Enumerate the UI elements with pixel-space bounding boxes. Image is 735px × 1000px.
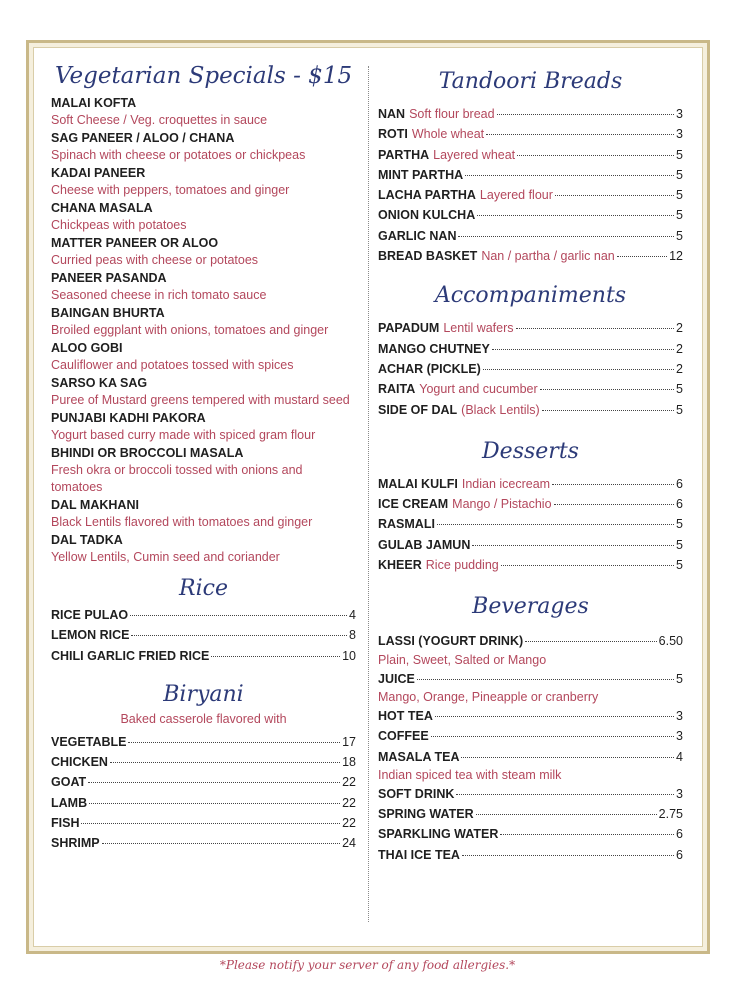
item-name: MALAI KOFTA: [51, 96, 137, 110]
column-divider: [368, 66, 369, 922]
menu-item: [378, 669, 683, 689]
menu-item: [51, 625, 356, 645]
item-price: 22: [342, 795, 356, 810]
menu-item: [51, 732, 356, 752]
item-price: 12: [669, 249, 683, 264]
item-name: LASSI (YOGURT DRINK): [378, 634, 524, 649]
menu-item: [378, 555, 683, 575]
menu-item: [378, 246, 683, 266]
item-description: Mango / Pistachio: [452, 497, 552, 512]
menu-item: [51, 234, 356, 269]
item-description: Indian icecream: [461, 476, 551, 491]
item-description: Nan / partha / garlic nan: [481, 249, 615, 264]
item-name: BREAD BASKET: [378, 249, 478, 264]
item-name: RASMALI: [378, 517, 435, 532]
menu-item: [378, 185, 683, 205]
item-price: 3: [676, 107, 683, 121]
item-price: 5: [676, 208, 683, 223]
item-price: 5: [676, 228, 683, 243]
beverages-title: Beverages: [472, 594, 589, 620]
rice-list: [51, 605, 356, 666]
item-name: BAINGAN BHURTA: [51, 306, 165, 320]
menu-item: [51, 304, 356, 339]
item-description: Spinach with cheese or potatoes or chickpeas: [51, 148, 306, 162]
dot-leader: [437, 524, 674, 525]
item-name: SARSO KA SAG: [51, 376, 148, 390]
menu-item: [51, 199, 356, 234]
item-price: 5: [676, 147, 683, 162]
dot-leader: [617, 256, 667, 257]
tandoori-list: [378, 104, 683, 266]
menu-item: [51, 164, 356, 199]
right-column: [378, 66, 683, 865]
item-name: ICE CREAM: [378, 497, 449, 512]
menu-item: [378, 318, 683, 338]
menu-item: [51, 605, 356, 625]
item-name: VEGETABLE: [51, 734, 127, 749]
dot-leader: [516, 328, 675, 329]
dot-leader: [128, 742, 340, 743]
item-price: 4: [676, 749, 683, 764]
dot-leader: [555, 195, 674, 196]
menu-item: [378, 804, 683, 824]
item-price: 6: [676, 847, 683, 862]
item-name: THAI ICE TEA: [378, 847, 460, 862]
dot-leader: [456, 794, 674, 795]
item-price: 5: [676, 382, 683, 397]
desserts-title: Desserts: [482, 438, 579, 464]
item-name: COFFEE: [378, 729, 429, 744]
item-name: NAN: [378, 107, 406, 121]
rice-title: Rice: [179, 576, 228, 601]
item-description: Soft flour bread: [409, 107, 495, 121]
item-description: Chickpeas with potatoes: [51, 218, 187, 232]
item-description: Whole wheat: [411, 127, 485, 142]
item-description: Yellow Lentils, Cumin seed and coriander: [51, 550, 280, 564]
item-price: 22: [342, 816, 356, 831]
item-note: Plain, Sweet, Salted or Mango: [378, 652, 547, 667]
item-description: Cheese with peppers, tomatoes and ginger: [51, 183, 290, 197]
menu-item: [378, 124, 683, 144]
accompaniments-title: Accompaniments: [434, 283, 627, 309]
biryani-list: [51, 732, 356, 854]
dot-leader: [540, 389, 674, 390]
menu-item: [51, 269, 356, 304]
item-description: Broiled eggplant with onions, tomatoes and ginger: [51, 323, 329, 337]
item-price: 8: [349, 628, 356, 643]
menu-item: [378, 631, 683, 651]
menu-item: [378, 400, 683, 420]
item-name: FISH: [51, 816, 80, 831]
item-price: 17: [342, 734, 356, 749]
dot-leader: [462, 855, 674, 856]
item-price: 5: [676, 402, 683, 417]
menu-item: [51, 496, 356, 531]
vegetarian-specials-title: Vegetarian Specials - $15: [55, 63, 353, 89]
dot-leader: [458, 236, 674, 237]
item-name: SPARKLING WATER: [378, 827, 499, 842]
menu-item: [378, 535, 683, 555]
menu-item: [378, 205, 683, 225]
item-price: 24: [342, 836, 356, 851]
item-description: Cauliflower and potatoes tossed with spices: [51, 358, 294, 372]
dot-leader: [435, 716, 674, 717]
menu-item: [51, 374, 356, 409]
menu-item: [378, 104, 683, 124]
item-price: 6: [676, 827, 683, 842]
dot-leader: [88, 782, 340, 783]
item-description: Seasoned cheese in rich tomato sauce: [51, 288, 267, 302]
item-name: RAITA: [378, 382, 416, 397]
item-name: PUNJABI KADHI PAKORA: [51, 411, 206, 425]
left-column: [51, 58, 356, 854]
item-price: 18: [342, 755, 356, 770]
menu-item: [51, 813, 356, 833]
item-description: Yogurt based curry made with spiced gram flour: [51, 428, 316, 442]
item-name: GOAT: [51, 775, 87, 790]
item-name: DAL TADKA: [51, 533, 123, 547]
item-name: BHINDI OR BROCCOLI MASALA: [51, 446, 244, 460]
item-description: Layered wheat: [433, 147, 516, 162]
dot-leader: [461, 757, 674, 758]
menu-item: [378, 747, 683, 767]
dot-leader: [472, 545, 674, 546]
dot-leader: [517, 155, 674, 156]
item-price: 5: [676, 537, 683, 552]
item-description: Lentil wafers: [443, 321, 514, 336]
item-name: CHILI GARLIC FRIED RICE: [51, 648, 210, 663]
dot-leader: [81, 823, 340, 824]
beverages-list: [378, 631, 683, 865]
item-price: 3: [676, 708, 683, 723]
dot-leader: [542, 410, 674, 411]
menu-item: [378, 359, 683, 379]
menu-item: [51, 772, 356, 792]
item-name: LACHA PARTHA: [378, 188, 476, 203]
item-description: Rice pudding: [425, 558, 499, 573]
item-name: GARLIC NAN: [378, 228, 457, 243]
item-name: MATTER PANEER OR ALOO: [51, 236, 219, 250]
item-description: Fresh okra or broccoli tossed with onions and tomatoes: [51, 463, 303, 494]
item-description: Curried peas with cheese or potatoes: [51, 253, 259, 267]
menu-item: [378, 784, 683, 804]
item-price: 2: [676, 361, 683, 376]
item-price: 4: [349, 608, 356, 622]
dot-leader: [130, 615, 347, 616]
item-name: PARTHA: [378, 147, 430, 162]
dot-leader: [486, 134, 674, 135]
menu-item: [378, 845, 683, 865]
item-name: SOFT DRINK: [378, 786, 455, 801]
tandoori-breads-title: Tandoori Breads: [438, 69, 623, 94]
menu-item: [51, 531, 356, 566]
menu-item: [378, 474, 683, 494]
item-description: Black Lentils flavored with tomatoes and ginger: [51, 515, 313, 529]
item-price: 3: [676, 729, 683, 744]
item-name: ROTI: [378, 127, 408, 142]
item-price: 5: [676, 188, 683, 203]
item-price: 3: [676, 127, 683, 142]
accompaniments-list: [378, 318, 683, 419]
menu-item: [378, 706, 683, 726]
item-name: SPRING WATER: [378, 807, 474, 822]
dot-leader: [102, 843, 340, 844]
item-name: SIDE OF DAL: [378, 402, 458, 417]
item-name: RICE PULAO: [51, 608, 129, 622]
item-name: CHICKEN: [51, 755, 108, 770]
item-name: ALOO GOBI: [51, 341, 123, 355]
dot-leader: [483, 369, 674, 370]
item-name: GULAB JAMUN: [378, 537, 471, 552]
item-name: PANEER PASANDA: [51, 271, 167, 285]
menu-item: [51, 833, 356, 853]
item-description: Puree of Mustard greens tempered with mustard seed: [51, 393, 350, 407]
menu-item: [51, 339, 356, 374]
dot-leader: [110, 762, 340, 763]
item-price: 5: [676, 671, 683, 686]
item-description: Layered flour: [479, 188, 553, 203]
menu-item: [51, 646, 356, 666]
item-name: KADAI PANEER: [51, 166, 146, 180]
desserts-list: [378, 474, 683, 575]
item-name: MASALA TEA: [378, 749, 460, 764]
dot-leader: [497, 114, 674, 115]
item-note: Mango, Orange, Pineapple or cranberry: [378, 689, 599, 704]
dot-leader: [476, 814, 657, 815]
dot-leader: [500, 834, 674, 835]
menu-item: [378, 339, 683, 359]
item-name: CHANA MASALA: [51, 201, 153, 215]
menu-item: [51, 409, 356, 444]
dot-leader: [552, 484, 674, 485]
item-name: PAPADUM: [378, 321, 440, 336]
item-name: MALAI KULFI: [378, 476, 458, 491]
menu-item: [378, 824, 683, 844]
dot-leader: [525, 641, 657, 642]
menu-item: [51, 129, 356, 164]
item-name: ACHAR (PICKLE): [378, 361, 481, 376]
dot-leader: [477, 215, 674, 216]
item-price: 2: [676, 321, 683, 336]
item-name: LEMON RICE: [51, 628, 130, 643]
menu-item: [378, 379, 683, 399]
dot-leader: [417, 679, 674, 680]
item-price: 22: [342, 775, 356, 790]
menu-item: [378, 226, 683, 246]
dot-leader: [89, 803, 340, 804]
menu-item: [51, 793, 356, 813]
item-name: MANGO CHUTNEY: [378, 341, 490, 356]
item-name: KHEER: [378, 558, 422, 573]
item-price: 6: [676, 476, 683, 491]
item-name: JUICE: [378, 671, 415, 686]
dot-leader: [211, 656, 340, 657]
vegetarian-list: [51, 94, 356, 566]
item-description: Yogurt and cucumber: [419, 382, 538, 397]
menu-item: [378, 145, 683, 165]
menu-item: [378, 514, 683, 534]
item-note: Indian spiced tea with steam milk: [378, 767, 562, 782]
biryani-subtitle: Baked casserole flavored with: [120, 711, 287, 726]
item-name: MINT PARTHA: [378, 167, 464, 182]
menu-item: [51, 752, 356, 772]
item-description: Soft Cheese / Veg. croquettes in sauce: [51, 113, 268, 127]
item-price: 3: [676, 786, 683, 801]
item-price: 2: [676, 341, 683, 356]
allergy-notice: *Please notify your server of any food allergies.*: [219, 958, 516, 972]
dot-leader: [431, 736, 674, 737]
item-description: (Black Lentils): [461, 402, 540, 417]
dot-leader: [492, 349, 674, 350]
dot-leader: [131, 635, 347, 636]
dot-leader: [501, 565, 674, 566]
dot-leader: [465, 175, 674, 176]
dot-leader: [554, 504, 675, 505]
item-name: DAL MAKHANI: [51, 498, 139, 512]
item-name: SAG PANEER / ALOO / CHANA: [51, 131, 235, 145]
menu-item: [378, 494, 683, 514]
item-price: 5: [676, 558, 683, 573]
menu-item: [51, 94, 356, 129]
biryani-title: Biryani: [163, 681, 244, 707]
item-name: HOT TEA: [378, 708, 433, 723]
menu-item: [51, 444, 356, 496]
item-price: 6.50: [658, 634, 683, 649]
item-name: LAMB: [51, 795, 88, 810]
item-price: 10: [342, 648, 356, 663]
item-name: SHRIMP: [51, 836, 100, 851]
item-price: 2.75: [658, 807, 683, 822]
item-price: 5: [676, 517, 683, 532]
menu-item: [378, 726, 683, 746]
item-name: ONION KULCHA: [378, 208, 476, 223]
item-price: 5: [676, 167, 683, 182]
menu-item: [378, 165, 683, 185]
item-price: 6: [676, 497, 683, 512]
